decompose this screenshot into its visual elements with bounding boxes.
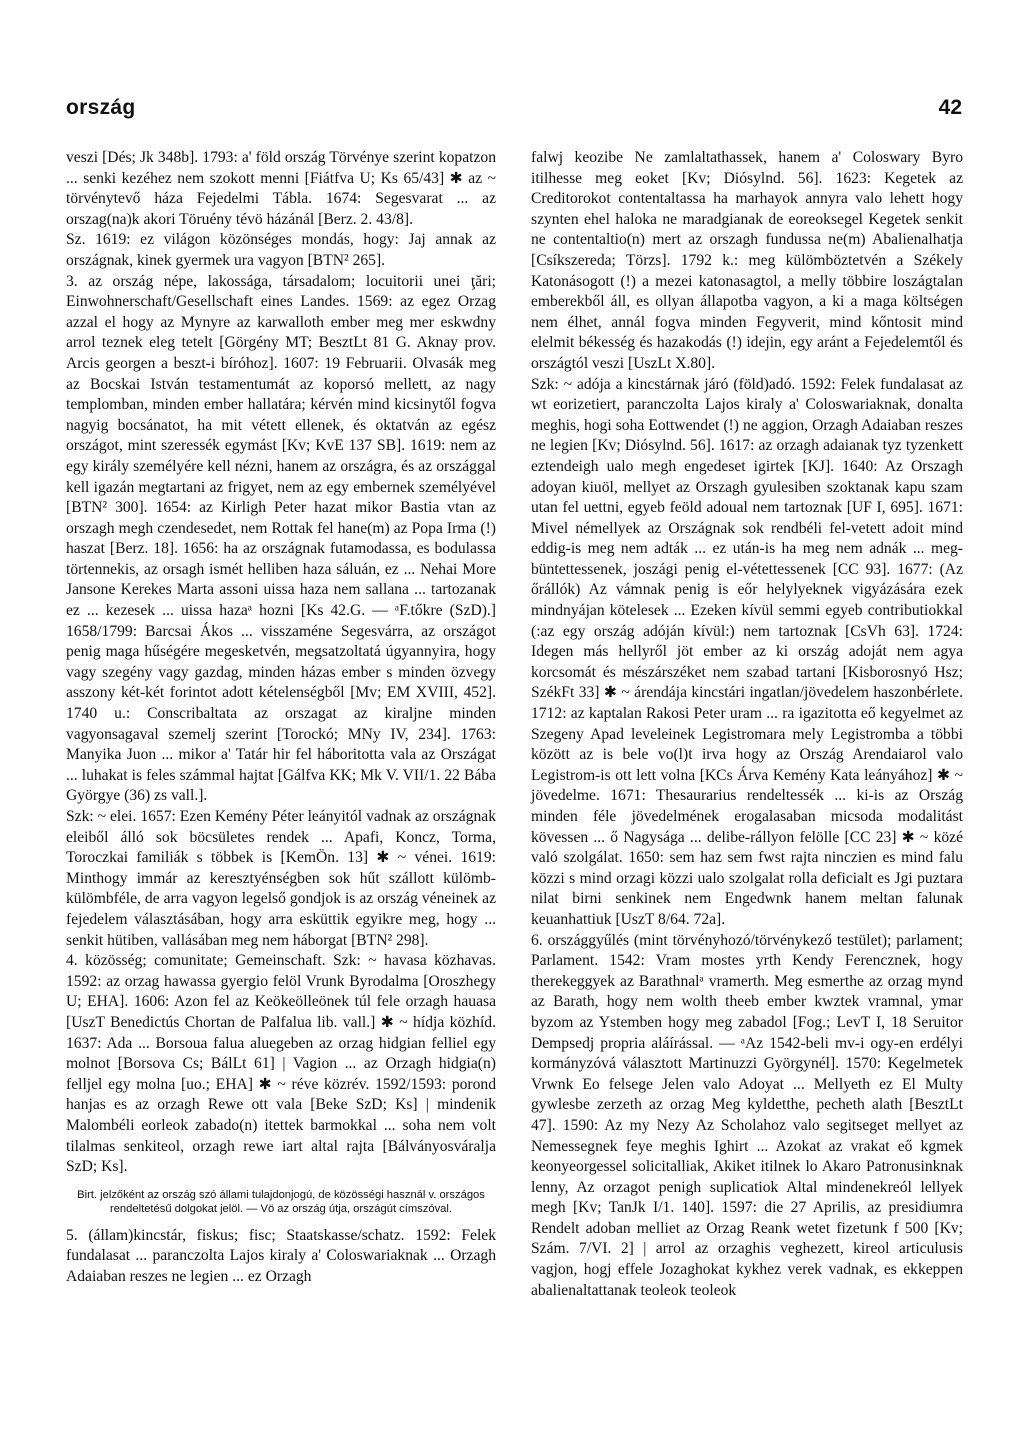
entry-paragraph: 3. az ország népe, lakossága, társadalom; locuitorii unei ţări; Einwohnerschaft/Gesellschaft eines Landes. 1569: az egez Orzag azzal el hogy az Mynyre az karwalloth ember meg mer eskwdny arrol teznek eleg tetelt [Görgény MT; BesztLt 81 G. Aknay prov. Arcis georgen a beszt-i bíróhoz]. 1607: 19 Februarii. Olvasák meg az Bocskai István testamentumát az koporsó mellett, az nagy templomban, minden ember hallatára; kérvén mind kicsinytől fogva nagyig bocsánatot, ha mit vétett ellenek, és oktatván az egész országot, mint szeressék egymást [Kv; KvE 137 SB]. 1619: nem az egy király személyére kell nézni, hanem az országra, és az országgal kell igazán megtartani az frigyet, nem az egy embernek személyével [BTN² 300]. 1654: az Kirligh Peter hazat mikor Bastia vtan az orszagh megh czendesedet, nem Rottak fel hane(m) az Popa Irma (!) haszat [Berz. 18]. 1656: ha az országnak futamodassa, es bodulassa törtennekis, az orsagh ismét helliben haza sáluán, ez ... Nehai More Jansone Kerekes Marta assoni uissa haza nem sallana ... tartozanak ez ... kezesek ... uissa hazaᵃ hozni [Ks 42.G. — ᵃF.tőkre (SzD).] 1658/1799: Barcsai Ákos ... visszaméne Segesvárra, az országot penig maga hűségére megesketvén, megsatzoltatá úgyannyira, hogy vagy szegény vagy gazdag, minden házas ember s minden özvegy asszony két-két forintot adott kételenségből [Mv; EM XVIII, 452]. 1740 u.: Conscribaltata az orszagat az kiraljne minden vagyonsagaval szemelj szerint [Torockó; MNy IV, 234]. 1763: Manyika Juon ... mikor a' Tatár hir fel háboritotta vala az Országat ... luhakat is feles számmal hajtat [Gálfva KK; Mk V. VII/1. 22 Bába Györgye (36) zs vall.]. [66,272,496,805]
entry-paragraph: 4. közösség; comunitate; Gemeinschaft. Szk: ~ havasa közhavas. 1592: az orzag hawassa gyergio felöl Vrunk Byrodalma [Oroszhegy U; EHA]. 1606: Azon fel az Keökeölleönek túl fele orzagh hauasa [UszT Benedictús Chortan de Palfalua lib. vall.] ✱ ~ hídja közhíd. 1637: Ada ... Borsoua falua aluegeben az orzag hidgian felliel egy molnot [Borsova Cs; BálLt 61] | Vagion ... az Orzagh hidgia(n) felljel egy molna [uo.; EHA] ✱ ~ réve közrév. 1592/1593: porond hanjas es az orzagh Rewe ott vala [Beke SzD; Ks] | mindenik Malombéli eorleok zabado(n) itettek barmokkal ... soha nem volt tilalmas senkiteol, orzagh rewe iart altal rajta [Bálványosváralja SzD; Ks]. [66,952,496,1176]
entry-paragraph: Sz. 1619: ez világon közönséges mondás, hogy: Jaj annak az országnak, kinek gyermek ura vagyon [BTN² 265]. [66,231,496,269]
entry-paragraph: veszi [Dés; Jk 348b]. 1793: a' föld ország Törvénye szerint kopatzon ... senki kezéhez nem szokott menni [Fiátfva U; Ks 65/43] ✱ az ~ törvénytevő háza Fejedelmi Tábla. 1674: Segesvarat ... az orszag(na)k akori Töruény tévö házánál [Berz. 2. 43/8]. [66,149,496,228]
entry-paragraph: Szk: ~ adója a kincstárnak járó (föld)adó. 1592: Felek fundalasat az wt eorizetiert, paranczolta Lajos kiraly a' Coloswariaknak, donalta meghis, hogi soha Eottwendet (!) ne aggion, Orzagh Adaiaban reszes ne legien [Kv; Diósylnd. 56]. 1617: az orzagh adaianak tyz tyzenkett eztendeigh ualo megh engedeset igirtek [KJ]. 1640: Az Orszagh adoyan kiuöl, mellyet az Orszagh gyulesiben szoktanak kapu szam utan fel uettni, egyeb feöld adoual nem tartoznak [UF I, 695]. 1671: Mivel némellyek az Országnak sok rendbéli fel-vetett adoit mind eddig-is meg nem adták ... ez után-is ha meg nem adnák ... meg-büntettessenek, joszági penig el-vétettessenek [CC 93]. 1677: (Az őrállók) Az vámnak penig is eőr helylyeknek vigyázására ezek mindnyájan kötelesek ... Ezeken kívül semmi egyeb contributiokkal (:az egy ország adóján kívül:) nem tartoznak [CsVh 63]. 1724: Idegen más hellyről jöt ember az ki ország adoját nem agya korcsomát és mészárszéket nem szabad tartani [Kisborosnyó Hsz; SzékFt 33] ✱ ~ árendája kincstári ingatlan/jövedelem haszonbérlete. 1712: az kaptalan Rakosi Peter uram ... ra igazitotta eő kegyelmet az Szegeny Apad leveleinek Legistromara mely Legistromba a többi között az is bele vo(l)t irva hogy az Ország Arendaiarol valo Legistrom-is ott lett volna [KCs Árva Kemény Kata leányához] ✱ ~ jövedelme. 1671: Thesaurarius rendeltessék ... ki-is az Ország minden féle jövedelmének erogalasaban micsoda modalitást kövessen ... ő Nagysága ... delibe-rállyon felölle [CC 23] ✱ ~ közé való szolgálat. 1650: sem haz sem fwst rajta ninczien es mind falu közzi s mind orzagi közzi ualo szolgalat rolla deficialt es Jgi puztara nilat birni senkinek nem Engedwnk hanem meltan falunak keuanhattiuk [UszT 8/64. 72a]. [531,375,963,928]
entry-paragraph: Szk: ~ elei. 1657: Ezen Kemény Péter leányitól vadnak az országnak eleiből álló sok böcsületes rendek ... Apafi, Koncz, Torma, Toroczkai familiák s többek is [KemÖn. 13] ✱ ~ vénei. 1619: Minthogy immár az keresztyénségben sok hűt szállott külömb-külömbféle, de arra vagyon legelső gondjok is az ország véneinek az fejedelem választásában, hogy arra esküttik egyikre meg, hogy ... senkit hütiben, vallásában meg nem háborgat [BTN² 298]. [66,808,496,949]
left-column [66,148,496,1287]
entry-paragraph: 6. országgyűlés (mint törvényhozó/törvénykező testület); parlament; Parlament. 1542: Vram mostes yrth Kendy Ferencznek, hogy therekeggyek az Barathnalᵃ vramerth. Meg esmerthe az orzag mynd az Barath, hogy nem wolth theeb ember kwztek vramnal, ymar byzom az Ystemben hogy meg zabadol [Fog.; LevT I, 18 Seruitor Dempsedj propria aláírással. — ᵃAz 1542-beli mv-i ogy-en erdélyi kormányzóvá választott Martinuzzi Györgynél]. 1570: Kegelmetek Vrwnk Eo felsege Jelen valo Adoyat ... Mellyeth ez El Multy gywlesbe zerzeth az orzag Meg kyldetthe, pecheth alath [BesztLt 47]. 1590: Az my Nezy Az Scholahoz valo segitseget mellyet az Nemessegnek feye meghis Ighirt ... Azokat az vrakat eő kgmek keonyeorgessel solicitalliak, Akiket itilnek lo Akaro Patronusinknak lenny, Az orzagot penigh suplicatiok Altal mindenekreól lellyek megh [Kv; TanJk I/1. 140]. 1597: die 27 Aprilis, az presidiumra Rendelt adoban melliet az Orzag Reank wetet fizetunk f 500 [Kv; Szám. 7/VI. 2] | arrol az orzaghis veghezett, kireol articulusis vagjon, hogj effele Jozaghokat kykhez verek vadnak, es ekkeppen abalienaltattanak teoleok teoleok [531,931,963,1299]
footnote: Birt. jelzőként az ország szó állami tulajdonjogú, de közösségi használ v. országos rendeltetésű dolgokat jelöl. — Vö az ország útja, országút címszóval. [77,1188,485,1215]
page-number: 42 [938,96,962,119]
right-column [531,148,963,1301]
entry-paragraph: falwj keozibe Ne zamlaltathassek, hanem a' Coloswary Byro itilhesse meg eoket [Kv; Diósylnd. 56]. 1623: Kegetek az Creditorokot contentaltassa ha marhayok annyra valo lehett hogy szynten ehel haloka ne maradgianak de eoreoksegel Kegetek senkit ne contentaltio(n) mert az orszagh fundussa ne(m) Abalienalhatja [Csíkszereda; Törzs]. 1792 k.: meg külömböztetvén a Székely Katonásogott (!) a mezei katonasagtol, a melly többire loszágtalan emberekből áll, es ollyan állapotba vagyon, a ki a maga költségen nem élhet, annál fogva minden Fegyverit, mind kőntosit mind elelmit békesség és hazakodás (!) idejin, egy aránt a Fejedelemtől és országtól veszi [UszLt X.80]. [531,149,963,372]
head-word: ország [66,96,136,119]
entry-paragraph: 5. (állam)kincstár, fiskus; fisc; Staatskasse/schatz. 1592: Felek fundalasat ... paranczolta Lajos kiraly a' Coloswariaknak ... Orzagh Adaiaban reszes ne legien ... ez Orzagh [66,1226,496,1285]
